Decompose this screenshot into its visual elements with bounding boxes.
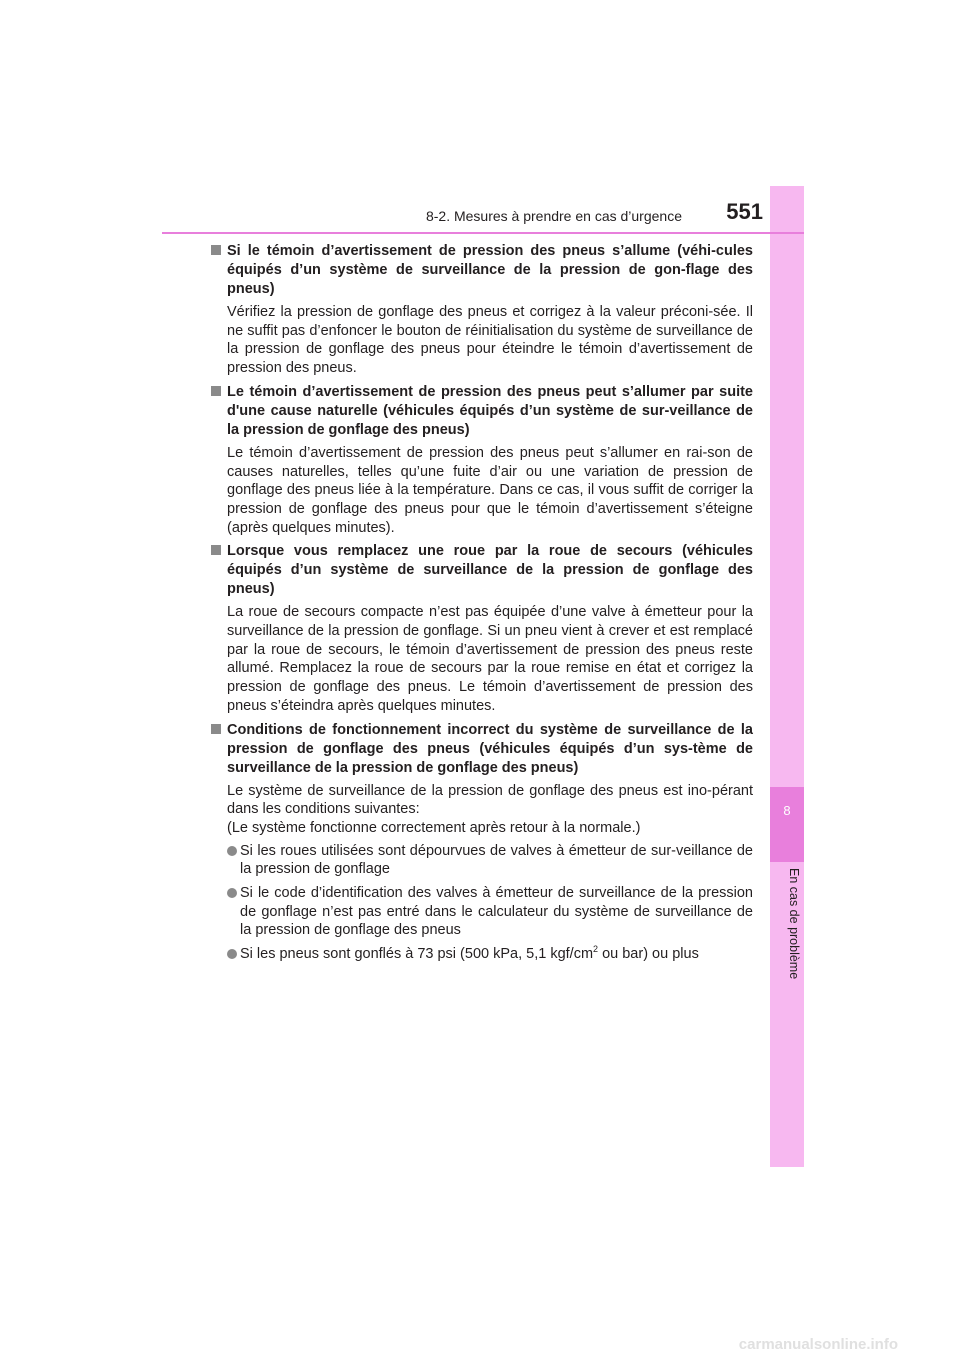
section-body: Vérifiez la pression de gonflage des pneus et corrigez à la valeur préconi-sée. Il ne suffit pas d’enfoncer le bouton de réinitialisation du système de surveillance de la pression de gonflage des pneus pour éteindre le témoin d’avertissement de pression des pneus.	[227, 304, 753, 377]
list-item	[227, 884, 753, 940]
round-bullet-icon	[227, 846, 237, 856]
header-rule	[162, 232, 804, 234]
body-line: Le système de surveillance de la pression de gonflage des pneus est ino-pérant dans les conditions suivantes:	[227, 782, 753, 818]
section-malfunction-conditions	[211, 721, 753, 964]
square-bullet-icon	[211, 545, 221, 555]
section-heading-text: Le témoin d’avertissement de pression des pneus peut s’allumer par suite d'une cause naturelle (véhicules équipés d’un système de sur-veillance de la pression de gonflage des pneus)	[227, 383, 753, 438]
section-spare-wheel	[211, 542, 753, 715]
list-item-text: Si les pneus sont gonflés à 73 psi (500 kPa, 5,1 kgf/cm	[240, 946, 594, 963]
square-bullet-icon	[211, 386, 221, 396]
site-watermark: carmanualsonline.info	[738, 1336, 898, 1353]
body-line: (Le système fonctionne correctement après retour à la normale.)	[227, 819, 641, 836]
section-body: Le témoin d’avertissement de pression des pneus peut s’allumer en rai-son de causes naturelles, telles qu’une fuite d’air ou une variation de pression de gonflage des pneus liée à la température. Dans ce cas, il vous suffit de corriger la pression de gonflage des pneus pour que le témoin d’avertissement s’éteigne (après quelques minutes).	[227, 444, 753, 536]
section-heading-text: Lorsque vous remplacez une roue par la roue de secours (véhicules équipés d’un système de surveillance de la pression de gonflage des pneus)	[227, 543, 753, 598]
section-tpws-light-on	[211, 242, 753, 378]
section-heading-text: Si le témoin d’avertissement de pression des pneus s’allume (véhi-cules équipés d’un système de surveillance de la pression de gon-flage des pneus)	[227, 243, 753, 297]
round-bullet-icon	[227, 888, 237, 898]
list-item-text: Si les roues utilisées sont dépourvues de valves à émetteur de sur-veillance de la pression de gonflage	[240, 842, 753, 878]
section-tpws-natural-cause	[211, 383, 753, 538]
section-heading-text: Conditions de fonctionnement incorrect du système de surveillance de la pression de gonflage des pneus (véhicules équipés d’un sys-tème de surveillance de la pression de gonflage des pneus)	[227, 721, 753, 776]
section-heading	[211, 542, 753, 599]
chapter-title-vertical: En cas de problème	[787, 868, 801, 980]
chapter-number-tab: 8	[770, 787, 804, 862]
section-heading	[211, 242, 753, 299]
section-body	[211, 782, 753, 838]
list-item-text-tail: ou bar) ou plus	[598, 946, 699, 963]
section-title: 8-2. Mesures à prendre en cas d’urgence	[425, 208, 682, 224]
condition-list	[211, 842, 753, 964]
square-bullet-icon	[211, 724, 221, 734]
page-number: 551	[726, 199, 763, 224]
list-item	[227, 945, 753, 964]
section-heading	[211, 383, 753, 440]
section-heading	[211, 721, 753, 778]
list-item	[227, 842, 753, 879]
list-item-text: Si le code d’identification des valves à émetteur de surveillance de la pression de gonflage n’est pas entré dans le calculateur du système de surveillance de la pression de gonflage des pneus	[240, 885, 753, 939]
page-content	[211, 242, 753, 969]
square-bullet-icon	[211, 245, 221, 255]
superscript: 2	[593, 944, 599, 955]
section-body: La roue de secours compacte n’est pas équipée d’une valve à émetteur pour la surveillance de la pression de gonflage. Si un pneu vient à crever et est remplacé par la roue de secours, le témoin d’avertissement de pression des pneus reste allumé. Remplacez la roue de secours par la roue remise en état et corrigez la pression de gonflage des pneus. Le témoin d’avertissement de pression des pneus s’éteindra après quelques minutes.	[227, 604, 753, 714]
round-bullet-icon	[227, 949, 237, 959]
chapter-side-tab	[770, 186, 804, 1167]
